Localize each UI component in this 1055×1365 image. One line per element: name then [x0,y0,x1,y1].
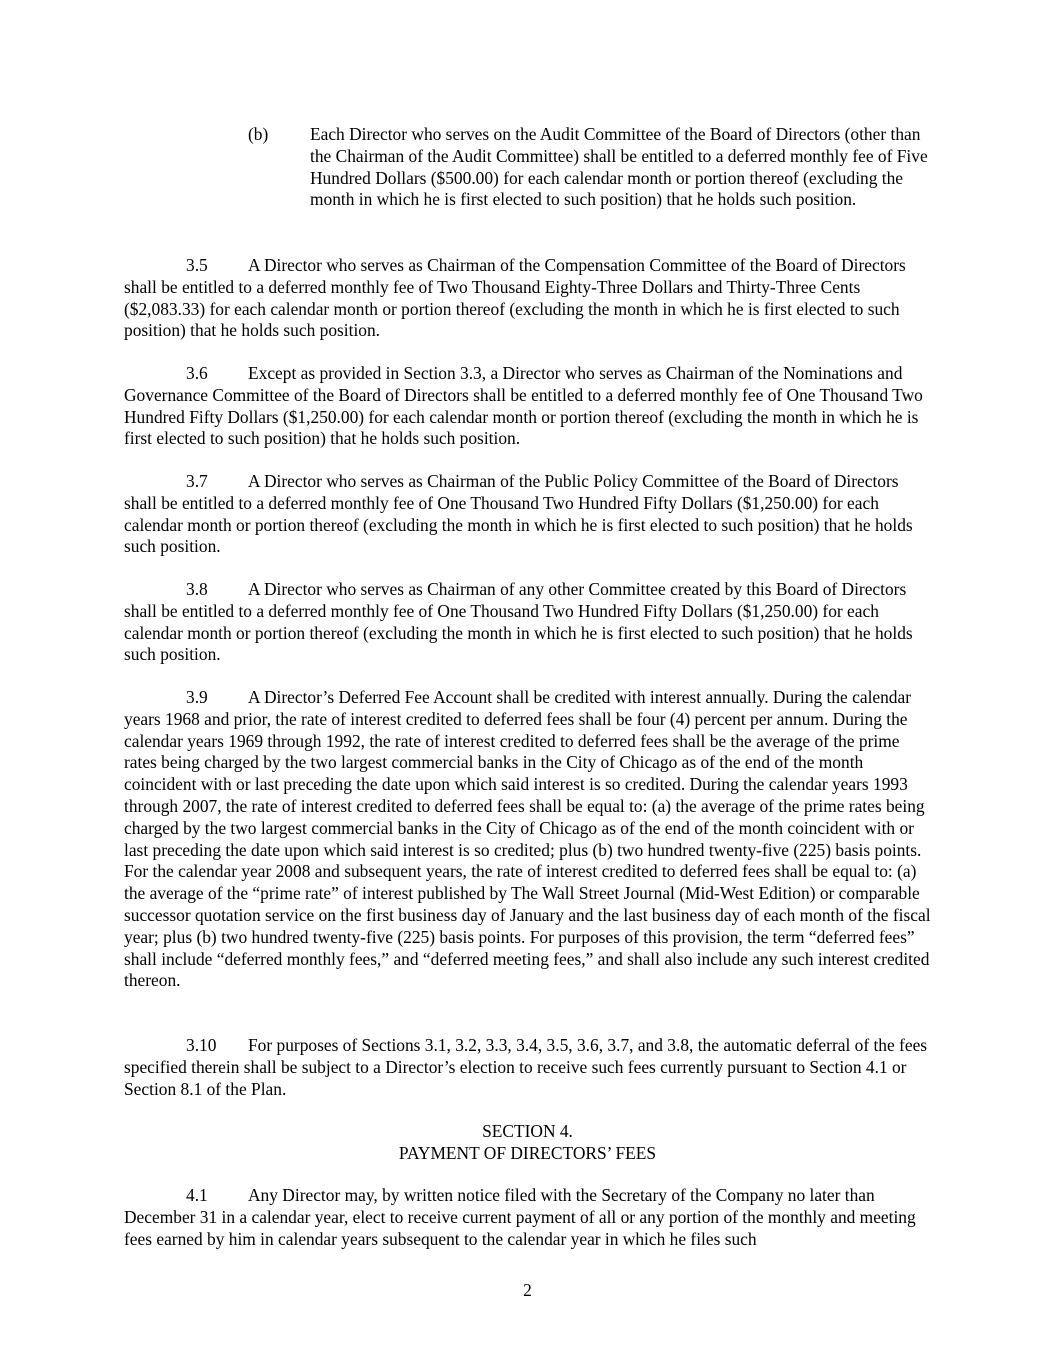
paragraph-number: 4.1 [186,1185,208,1205]
paragraph-text: For purposes of Sections 3.1, 3.2, 3.3, 3.4, 3.5, 3.6, 3.7, and 3.8, the automatic deferral of the fees specified therein shall be subject to a Director’s election to receive such fees currently pursuant to Section 4.1 or Section 8.1 of the Plan. [124,1035,928,1099]
paragraph-3-7 [124,471,934,558]
paragraph-number: 3.5 [186,255,208,275]
paragraph-text: A Director’s Deferred Fee Account shall be credited with interest annually. During the calendar years 1968 and prior, the rate of interest credited to deferred fees shall be four (4) percent per annum. During the calendar years 1969 through 1992, the rate of interest credited to deferred fees shall be the average of the prime rates being charged by the two largest commercial banks in the City of Chicago as of the end of the month coincident with or last preceding the date upon which said interest is so credited. During the calendar years 1993 through 2007, the rate of interest credited to deferred fees shall be equal to: (a) the average of the prime rates being charged by the two largest commercial banks in the City of Chicago as of the end of the month coincident with or last preceding the date upon which said interest is so credited; plus (b) two hundred twenty-five (225) basis points. For the calendar year 2008 and subsequent years, the rate of interest credited to deferred fees shall be equal to: (a) the average of the “prime rate” of interest published by The Wall Street Journal (Mid-West Edition) or comparable successor quotation service on the first business day of January and the last business day of each month of the fiscal year; plus (b) two hundred twenty-five (225) basis points. For purposes of this provision, the term “deferred fees” shall include “deferred monthly fees,” and “deferred meeting fees,” and shall also include any such interest credited thereon. [124,687,931,991]
paragraph-3-8 [124,579,934,666]
subsection-text: Each Director who serves on the Audit Committee of the Board of Directors (other than the Chairman of the Audit Committee) shall be entitled to a deferred monthly fee of Five Hundred Dollars ($500.00) for each calendar month or portion thereof (excluding the month in which he is first elected to such position) that he holds such position. [310,124,928,210]
paragraph-text: A Director who serves as Chairman of any other Committee created by this Board of Directors shall be entitled to a deferred monthly fee of One Thousand Two Hundred Fifty Dollars ($1,250.00) for each calendar month or portion thereof (excluding the month in which he is first elected to such position) that he holds such position. [124,579,913,665]
paragraph-text: A Director who serves as Chairman of the Compensation Committee of the Board of Directors shall be entitled to a deferred monthly fee of Two Thousand Eighty-Three Dollars and Thirty-Three Cents ($2,083.33) for each calendar month or portion thereof (excluding the month in which he is first elected to such position) that he holds such position. [124,255,906,341]
page-number: 2 [523,1280,532,1300]
paragraph-3-6 [124,363,934,450]
paragraph-3-10 [124,1035,934,1100]
paragraph-text: Except as provided in Section 3.3, a Director who serves as Chairman of the Nominations and Governance Committee of the Board of Directors shall be entitled to a deferred monthly fee of One Thousand Two Hundred Fifty Dollars ($1,250.00) for each calendar month or portion thereof (excluding the month in which he is first elected to such position) that he holds such position. [124,363,923,449]
subsection-b [248,124,938,211]
paragraph-number: 3.9 [186,687,208,707]
paragraph-number: 3.6 [186,363,208,383]
paragraph-3-5 [124,255,934,342]
paragraph-text: A Director who serves as Chairman of the Public Policy Committee of the Board of Directors shall be entitled to a deferred monthly fee of One Thousand Two Hundred Fifty Dollars ($1,250.00) for each calendar month or portion thereof (excluding the month in which he is first elected to such position) that he holds such position. [124,471,913,557]
section-heading-number: SECTION 4. [482,1121,573,1141]
paragraph-text: Any Director may, by written notice filed with the Secretary of the Company no later than December 31 in a calendar year, elect to receive current payment of all or any portion of the monthly and meeting fees earned by him in calendar years subsequent to the calendar year in which he files such [124,1185,916,1249]
paragraph-number: 3.7 [186,471,208,491]
section-heading-title: PAYMENT OF DIRECTORS’ FEES [398,1143,657,1163]
paragraph-4-1 [124,1185,934,1250]
paragraph-number: 3.10 [186,1035,217,1055]
subsection-label: (b) [248,124,269,144]
paragraph-3-9 [124,687,934,992]
paragraph-number: 3.8 [186,579,208,599]
